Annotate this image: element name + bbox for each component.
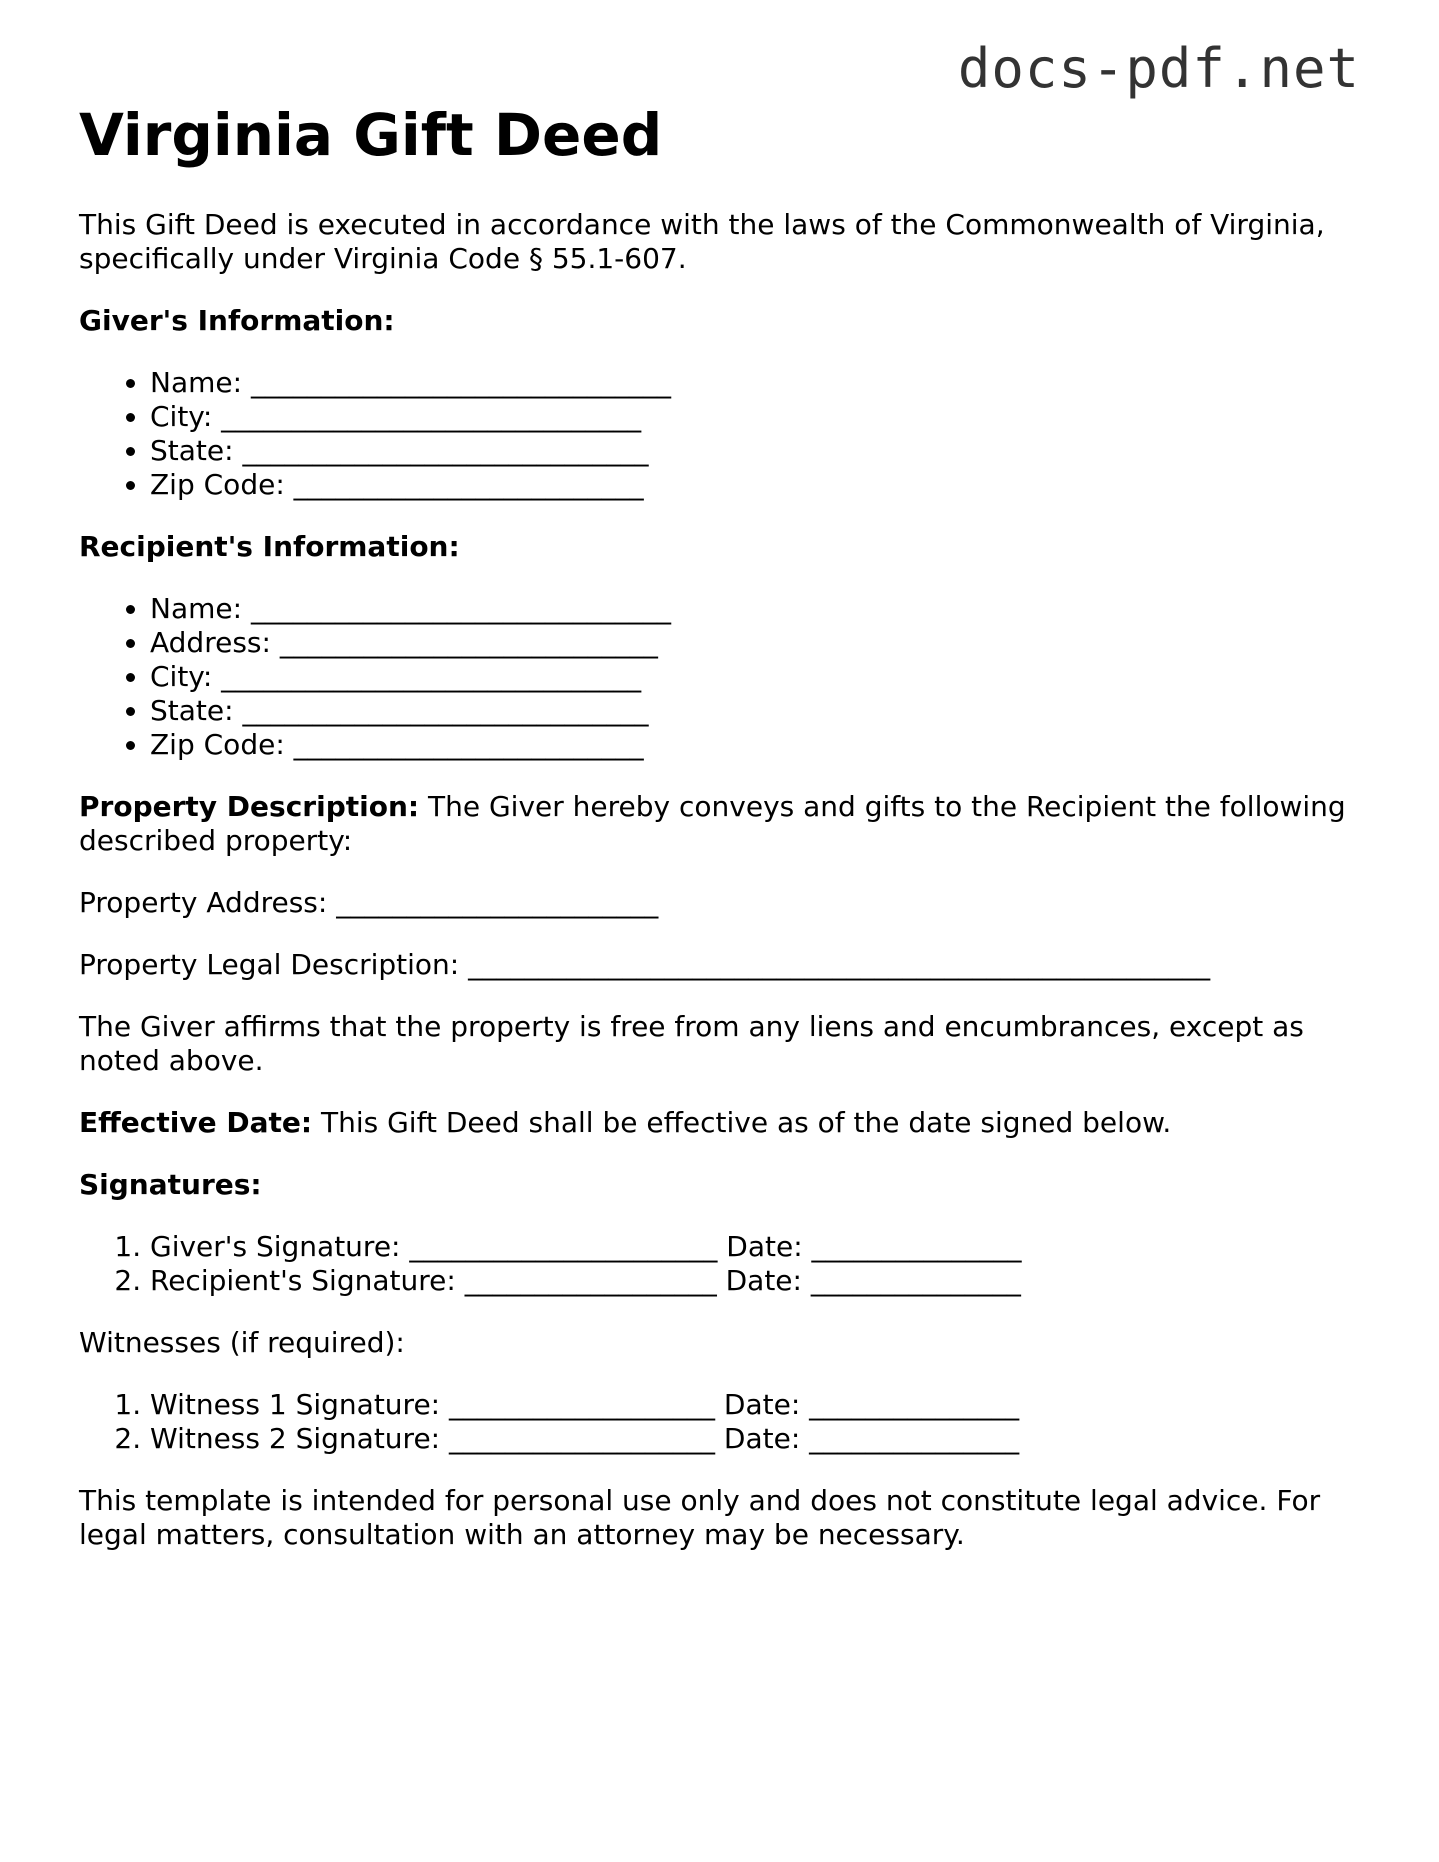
recipient-signature-line: 2. Recipient's Signature: __________________ Date: _______________: [150, 1264, 1369, 1298]
disclaimer-paragraph: This template is intended for personal use only and does not constitute legal advice. For legal matters, consultation with an attorney may be necessary.: [79, 1484, 1321, 1551]
affirmation-paragraph: The Giver affirms that the property is free from any liens and encumbrances, except as noted above.: [79, 1010, 1304, 1077]
watermark: docs-pdf.net: [957, 37, 1360, 100]
recipient-state-field: • State: _____________________________: [150, 694, 1369, 728]
document-body: [79, 100, 1369, 1580]
giver-state-field: • State: _____________________________: [150, 434, 1369, 468]
witnesses-list: [79, 1388, 1369, 1456]
property-legal-field: Property Legal Description: _____________________________________________________: [79, 948, 1211, 981]
giver-city-field: • City: ______________________________: [150, 400, 1369, 434]
effective-date-text: This Gift Deed shall be effective as of the date signed below.: [312, 1106, 1172, 1139]
property-description: [79, 790, 1369, 858]
effective-date: [79, 1106, 1369, 1140]
witnesses-heading: Witnesses (if required):: [79, 1326, 405, 1359]
recipient-fields: [79, 592, 1369, 762]
recipient-zip-field: • Zip Code: _________________________: [150, 728, 1369, 762]
giver-name-field: • Name: ______________________________: [150, 366, 1369, 400]
recipient-city-field: • City: ______________________________: [150, 660, 1369, 694]
giver-zip-field: • Zip Code: _________________________: [150, 468, 1369, 502]
property-address-field: Property Address: _______________________: [79, 886, 659, 919]
giver-heading: Giver's Information:: [79, 304, 395, 337]
recipient-heading: Recipient's Information:: [79, 530, 460, 563]
property-description-label: Property Description:: [79, 790, 420, 823]
giver-fields: [79, 366, 1369, 502]
intro-paragraph: This Gift Deed is executed in accordance with the laws of the Commonwealth of Virginia, specifically under Virginia Code § 55.1-607.: [79, 208, 1325, 275]
witness-1-signature-line: 1. Witness 1 Signature: ___________________ Date: _______________: [150, 1388, 1369, 1422]
property-description-text: The Giver hereby conveys and gifts to the Recipient the following described property:: [79, 790, 1346, 857]
signatures-heading: Signatures:: [79, 1168, 262, 1201]
giver-signature-line: 1. Giver's Signature: ______________________ Date: _______________: [150, 1230, 1369, 1264]
page-title: Virginia Gift Deed: [79, 101, 663, 169]
effective-date-label: Effective Date:: [79, 1106, 313, 1139]
signatures-list: [79, 1230, 1369, 1298]
witness-2-signature-line: 2. Witness 2 Signature: ___________________ Date: _______________: [150, 1422, 1369, 1456]
recipient-address-field: • Address: ___________________________: [150, 626, 1369, 660]
recipient-name-field: • Name: ______________________________: [150, 592, 1369, 626]
